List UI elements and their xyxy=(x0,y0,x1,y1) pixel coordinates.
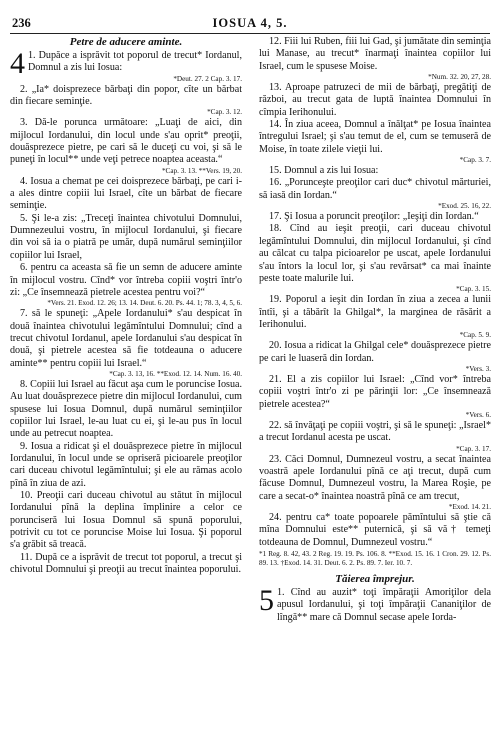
verse-paragraph xyxy=(259,454,491,512)
verse-paragraph xyxy=(10,308,242,379)
cross-reference: *Exod. 14. 21. xyxy=(448,503,491,511)
chapter-drop-cap: 4 xyxy=(10,47,25,80)
verse-text: 6. pentru ca aceasta să fie un semn de aducere aminte în mijlocul vostru. Cînd* vor întreba copiii voştri într'o zi: „Ce însemnează pietrele acestea pentru voi?“ xyxy=(10,262,242,298)
verse-text: 1. Dupăce a isprăvit tot poporul de trecut* Iordanul, Domnul a zis lui Iosua: xyxy=(28,50,242,74)
verse-text: 5. Şi le-a zis: „Treceţi înaintea chivotului Domnului, Dumnezeului vostru, în mijlocul Iordanului, şi fiecare din voi să ia o piatră pe umăr, după numărul seminţiilor copiilor lui Israel, xyxy=(10,212,242,261)
verse-paragraph xyxy=(259,36,491,82)
verse-paragraph xyxy=(10,441,242,490)
verse-text: 8. Copiii lui Israel au făcut aşa cum le poruncise Iosua. Au luat douăsprezece pietre din mijlocul Iordanului, cum spusese lui Iosua Domnul, după numărul seminţiilor copiilor lui Israel, le-au luat cu ei, şi le-au pus în locul unde au petrecut noaptea. xyxy=(10,378,242,440)
verse-paragraph xyxy=(10,552,242,577)
verse-paragraph xyxy=(259,223,491,294)
verse-paragraph xyxy=(10,47,242,84)
cross-reference: *Vers. 3. xyxy=(465,364,491,373)
verse-paragraph xyxy=(259,119,491,165)
verse-paragraph xyxy=(10,490,242,552)
verse-text: 13. Aproape patruzeci de mii de bărbaţi, pregătiţi de război, au trecut gata de luptă înaintea Domnului în cîmpia Ierihonului. xyxy=(259,82,491,118)
verse-text: 10. Preoţii cari duceau chivotul au stătut în mijlocul Iordanului pînă la deplina împlinire a celor ce porunciseră lui Iosua Domnul să spună poporului, potrivit cu tot ce poruncise Moise lui Iosua. Şi poporul s'a grăbit să treacă. xyxy=(10,490,242,551)
verse-paragraph xyxy=(10,176,242,213)
cross-reference: *Vers. 6. xyxy=(465,410,491,419)
verse-paragraph xyxy=(259,374,491,420)
verse-paragraph xyxy=(259,82,491,119)
verse-text: 15. Domnul a zis lui Iosua: xyxy=(269,165,379,177)
verse-text: 3. Dă-le porunca următoare: „Luaţi de aici, din mijlocul Iordanului, din locul unde s'au oprit* preoţii, douăsprezece pietre, pe cari să le duceţi cu voi, şi să le puneţi în locul** unde veţi petrece noaptea aceasta.“ xyxy=(10,117,242,166)
verse-text: 22. să învăţaţi pe copiii voştri, şi să le spuneţi: „Israel* a trecut Iordanul acesta pe uscat. xyxy=(259,419,491,444)
verse-paragraph xyxy=(259,177,491,211)
verse-text: 12. Fiii lui Ruben, fiii lui Gad, şi jumătate din seminţia lui Manase, au trecut* înarmaţi înaintea copiilor lui Israel, cum le spusese Moise. xyxy=(259,36,491,72)
verse-paragraph xyxy=(10,379,242,441)
verse-paragraph xyxy=(259,340,491,374)
verse-paragraph xyxy=(259,165,491,177)
verse-text: 2. „Ia* doisprezece bărbaţi din popor, cîte un bărbat din fiecare seminţie. xyxy=(10,83,242,108)
section-title: Tăierea împrejur. xyxy=(335,572,415,585)
header-rule xyxy=(10,33,490,34)
cross-reference: *Exod. 25. 16, 22. xyxy=(438,202,491,211)
cross-reference: *Deut. 27. 2 Cap. 3. 17. xyxy=(173,74,242,83)
section-title: Petre de aducere aminte. xyxy=(69,36,183,48)
cross-reference: *Vers. 21. Exod. 12. 26; 13. 14. Deut. 6. 20. Ps. 44. 1; 78. 3, 4, 5, 6. xyxy=(47,299,242,308)
left-column xyxy=(10,36,242,576)
verse-text: 4. Iosua a chemat pe cei doisprezece bărbaţi, pe cari i-a ales dintre copiii lui Israel, cîte un bărbat de fiecare seminţie. xyxy=(10,175,242,212)
cross-reference: *Cap. 3. 12. xyxy=(207,108,242,117)
verse-text: 21. El a zis copiilor lui Israel: „Cînd vor* întreba copiii voştri într'o zi pe părinţii lor: „Ce însemnează pietrele acestea?“ xyxy=(259,373,491,410)
verse-text: 11. După ce a isprăvit de trecut tot poporul, a trecut şi chivotul Domnului şi preoţii au trecut înaintea poporului. xyxy=(10,551,242,576)
verse-text: 16. „Porunceşte preoţilor cari duc* chivotul mărturiei, să iasă din Iordan.“ xyxy=(259,177,491,201)
verse-paragraph xyxy=(259,512,491,549)
verse-paragraph xyxy=(10,117,242,175)
cross-reference: *Cap. 3. 17. xyxy=(456,444,491,453)
chapter-drop-cap: 5 xyxy=(259,583,274,617)
verse-paragraph xyxy=(259,420,491,454)
verse-text: 24. pentru ca* toate popoarele pămîntului să ştie că mîna Domnului este** puternică, şi să vă† temeţi totdeauna de Domnul, Dumnezeul vostru.“ xyxy=(259,512,491,548)
running-title: IOSUA 4, 5. xyxy=(212,16,288,30)
cross-reference: *Num. 32. 20, 27, 28. xyxy=(428,73,491,82)
footnote: *1 Reg. 8. 42, 43. 2 Reg. 19. 19. Ps. 106. 8. **Exod. 15. 16. 1 Cron. 29. 12. Ps. 89. 13. †Exod. 14. 31. Deut. 6. 2. Ps. 89. 7. Ier. 10. 7. xyxy=(259,550,491,568)
verse-text: 23. Căci Domnul, Dumnezeul vostru, a secat înaintea voastră apele Iordanului pînă ce aţi trecut, după cum făcuse Domnul, Dumnezeul vostru, la Marea Roşie, pe care a secat-o* înaintea noastră pînă ce am trecut, xyxy=(259,453,491,502)
verse-paragraph xyxy=(259,294,491,340)
verse-paragraph xyxy=(10,84,242,118)
cross-reference: *Cap. 3. 13, 16. **Exod. 12. 14. Num. 16. 40. xyxy=(109,369,242,378)
verse-text: 14. În ziua aceea, Domnul a înălţat* pe Iosua înaintea întregului Israel; şi s'au temut de el, cum se temuseră de Moise, în toate zilele vieţii lui. xyxy=(259,119,491,155)
verse-paragraph xyxy=(10,262,242,308)
cross-reference: *Cap. 3. 13. **Vers. 19, 20. xyxy=(161,166,242,175)
verse-text: 1. Cînd au auzit* toţi împăraţii Amoriţilor dela apusul Iordanului, şi toţi împăraţii Cananiţilor de lîngă** mare că Domnul secase apele Iorda- xyxy=(277,586,491,623)
right-column xyxy=(259,36,491,624)
page-header xyxy=(12,16,488,32)
cross-reference: *Cap. 5. 9. xyxy=(459,331,491,340)
cross-reference: *Cap. 3. 7. xyxy=(459,156,491,165)
verse-text: 7. să le spuneţi: „Apele Iordanului* s'au despicat în două înaintea chivotului legămîntului Domnului; cînd a trecut chivotul Iordanul, apele Iordanului s'au despicat în două, şi pietrele acestea să fie totdeauna o aducere aminte** pentru copiii lui Israel.“ xyxy=(10,308,242,369)
verse-text: 9. Iosua a ridicat şi el douăsprezece pietre în mijlocul Iordanului, în locul unde se opriseră picioarele preoţilor cari duceau chivotul legămîntului; şi ele au rămas acolo pînă în ziua de azi. xyxy=(10,440,242,489)
chapter-start-paragraph xyxy=(259,583,491,624)
verse-paragraph xyxy=(259,211,491,223)
cross-reference: *Cap. 3. 15. xyxy=(456,285,491,294)
verse-text: 18. Cînd au ieşit preoţii, cari duceau chivotul legămîntului Domnului, din mijlocul Iordanului, şi cînd au călcat cu talpa picioarelor pe uscat, apele Iordanului s'au întors la locul lor, şi s'au revărsat* ca mai înainte peste toate malurile lui. xyxy=(259,223,491,284)
verse-text: 19. Poporul a ieşit din Iordan în ziua a zecea a lunii întîi, şi a tăbărît la Ghilgal*, la marginea de răsărit a Ierihonului. xyxy=(259,294,491,330)
page-number: 236 xyxy=(12,16,31,30)
verse-text: 17. Şi Iosua a poruncit preoţilor: „Ieşiţi din Iordan.“ xyxy=(269,211,479,223)
verse-paragraph xyxy=(10,213,242,262)
verse-text: 20. Iosua a ridicat la Ghilgal cele* douăsprezece pietre pe cari le luaseră din Iordan. xyxy=(259,340,491,364)
